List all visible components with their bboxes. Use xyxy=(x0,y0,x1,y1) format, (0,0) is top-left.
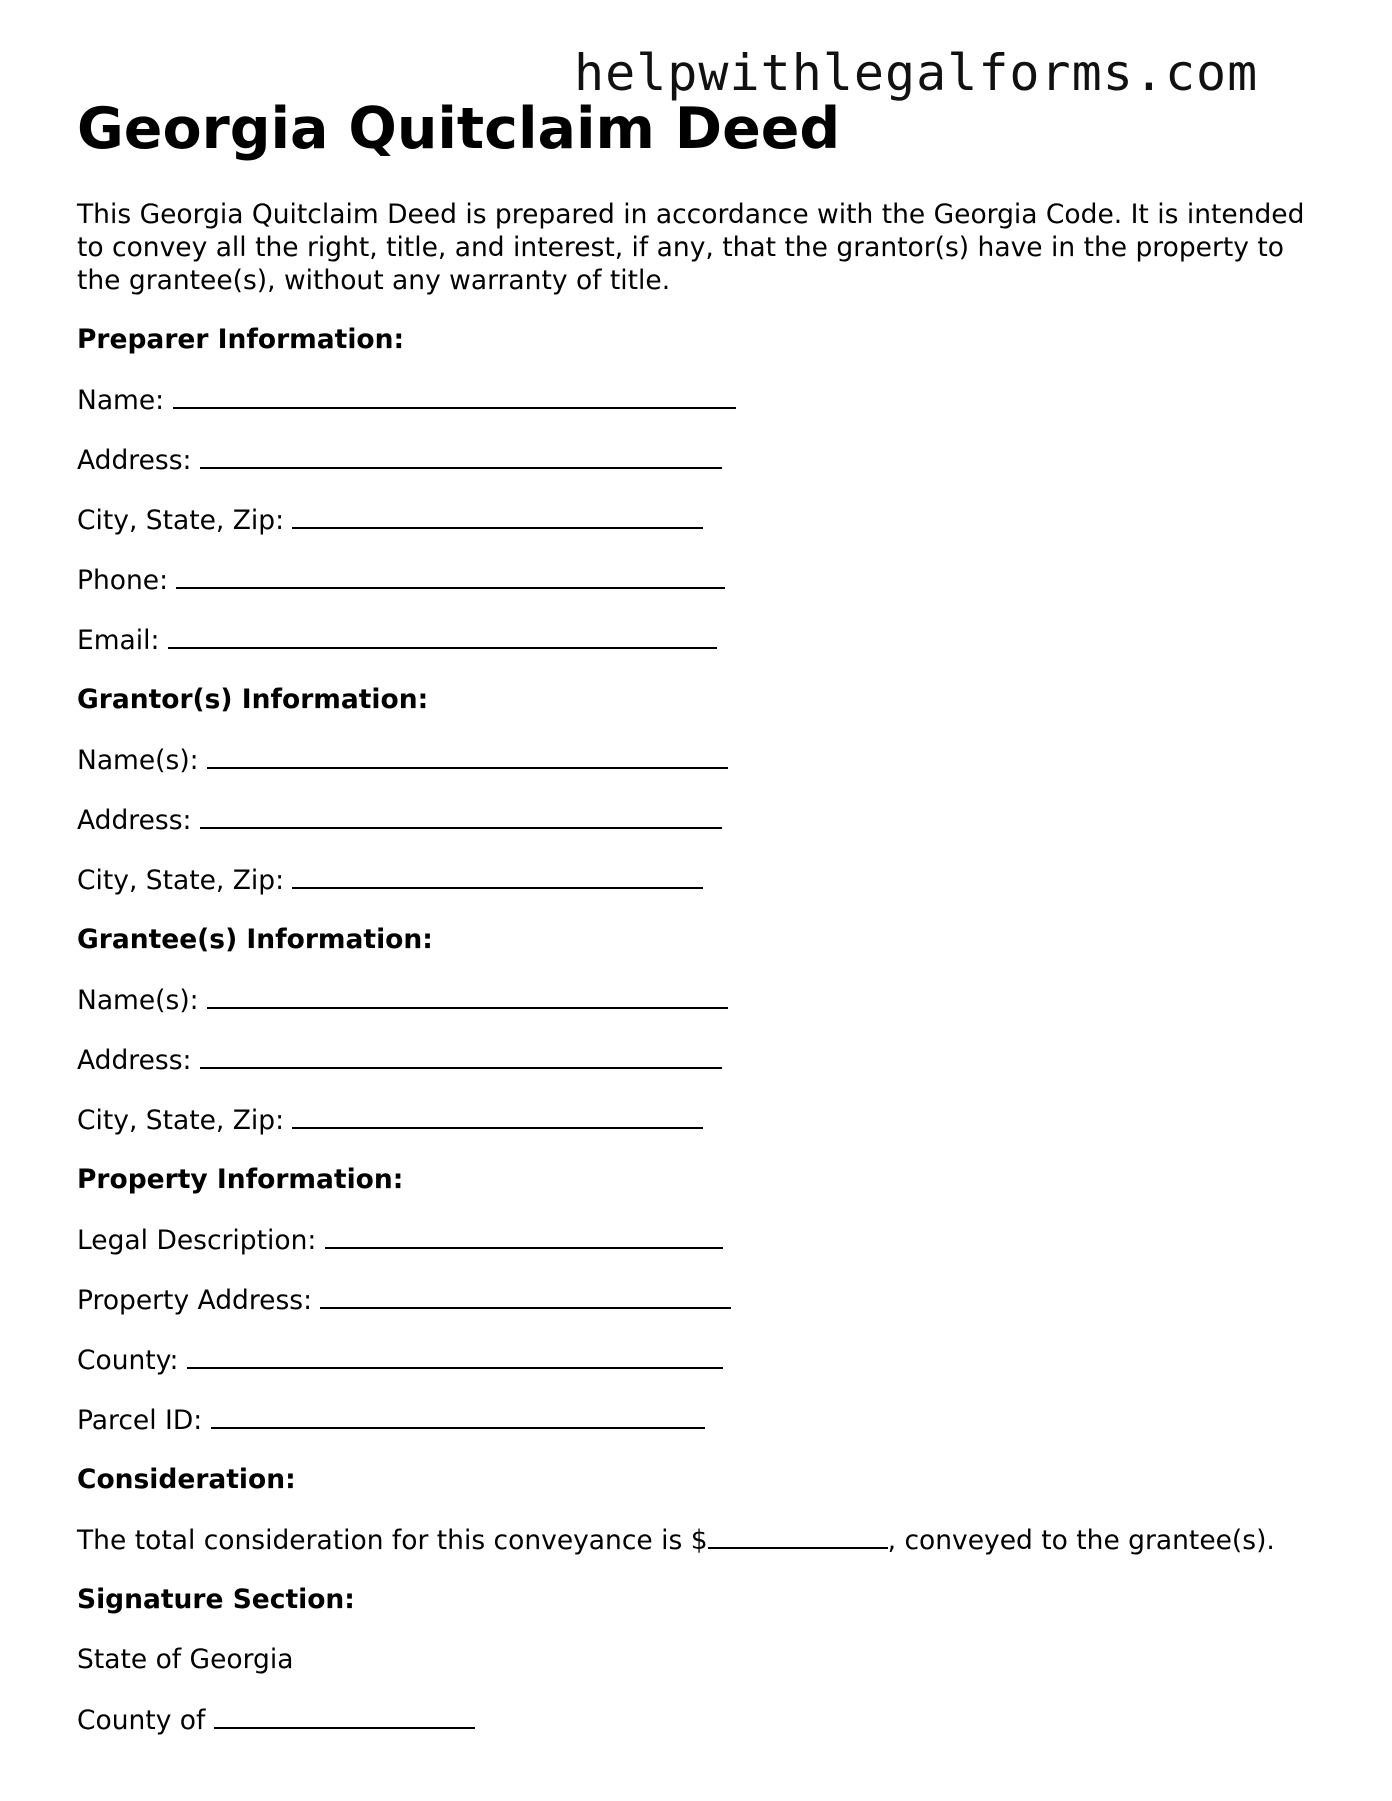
preparer-name-row xyxy=(77,383,736,418)
legal-description-label: Legal Description: xyxy=(77,1225,317,1256)
preparer-city-row xyxy=(77,503,703,538)
county-of-row xyxy=(77,1703,475,1738)
county-of-label: County of xyxy=(77,1705,206,1736)
preparer-city-label: City, State, Zip: xyxy=(77,505,285,536)
site-watermark: helpwithlegalforms.com xyxy=(574,44,1259,102)
grantor-names-label: Name(s): xyxy=(77,745,199,776)
consideration-amount-field[interactable] xyxy=(708,1523,888,1549)
legal-description-row xyxy=(77,1223,723,1258)
grantee-address-field[interactable] xyxy=(200,1043,722,1069)
consideration-text-before: The total consideration for this conveyance is $ xyxy=(77,1525,708,1556)
intro-paragraph: This Georgia Quitclaim Deed is prepared in accordance with the Georgia Code. It is intended to convey all the right, title, and interest, if any, that the grantor(s) have in the property to the grantee(s), without any warranty of title. xyxy=(77,199,1305,296)
consideration-text-after: , conveyed to the grantee(s). xyxy=(887,1525,1275,1556)
preparer-address-row xyxy=(77,443,722,478)
grantee-city-row xyxy=(77,1103,703,1138)
grantee-names-field[interactable] xyxy=(207,983,728,1009)
consideration-row xyxy=(77,1523,1275,1558)
grantor-heading: Grantor(s) Information: xyxy=(77,684,429,715)
grantee-city-label: City, State, Zip: xyxy=(77,1105,285,1136)
grantor-address-label: Address: xyxy=(77,805,192,836)
grantee-address-label: Address: xyxy=(77,1045,192,1076)
grantor-names-row xyxy=(77,743,728,778)
preparer-email-label: Email: xyxy=(77,625,160,656)
property-address-row xyxy=(77,1283,731,1318)
county-of-field[interactable] xyxy=(214,1703,475,1729)
preparer-name-label: Name: xyxy=(77,385,165,416)
legal-description-field[interactable] xyxy=(325,1223,723,1249)
grantee-names-label: Name(s): xyxy=(77,985,199,1016)
parcel-id-label: Parcel ID: xyxy=(77,1405,203,1436)
parcel-id-row xyxy=(77,1403,705,1438)
grantor-city-field[interactable] xyxy=(292,863,703,889)
grantor-city-label: City, State, Zip: xyxy=(77,865,285,896)
preparer-phone-row xyxy=(77,563,725,598)
consideration-heading: Consideration: xyxy=(77,1464,296,1495)
property-address-field[interactable] xyxy=(320,1283,731,1309)
preparer-phone-field[interactable] xyxy=(176,563,725,589)
property-address-label: Property Address: xyxy=(77,1285,313,1316)
preparer-email-field[interactable] xyxy=(168,623,717,649)
grantor-address-field[interactable] xyxy=(200,803,722,829)
grantee-address-row xyxy=(77,1043,722,1078)
preparer-city-field[interactable] xyxy=(292,503,703,529)
parcel-id-field[interactable] xyxy=(211,1403,705,1429)
preparer-email-row xyxy=(77,623,717,658)
grantor-address-row xyxy=(77,803,722,838)
county-label: County: xyxy=(77,1345,179,1376)
grantor-names-field[interactable] xyxy=(207,743,728,769)
grantee-names-row xyxy=(77,983,728,1018)
page-title: Georgia Quitclaim Deed xyxy=(77,96,841,162)
state-line: State of Georgia xyxy=(77,1644,294,1675)
signature-heading: Signature Section: xyxy=(77,1584,355,1615)
property-heading: Property Information: xyxy=(77,1164,404,1195)
preparer-name-field[interactable] xyxy=(173,383,736,409)
county-field[interactable] xyxy=(187,1343,723,1369)
grantee-city-field[interactable] xyxy=(292,1103,703,1129)
grantee-heading: Grantee(s) Information: xyxy=(77,924,433,955)
preparer-heading: Preparer Information: xyxy=(77,324,405,355)
grantor-city-row xyxy=(77,863,703,898)
preparer-address-field[interactable] xyxy=(200,443,722,469)
preparer-phone-label: Phone: xyxy=(77,565,169,596)
preparer-address-label: Address: xyxy=(77,445,192,476)
county-row xyxy=(77,1343,723,1378)
